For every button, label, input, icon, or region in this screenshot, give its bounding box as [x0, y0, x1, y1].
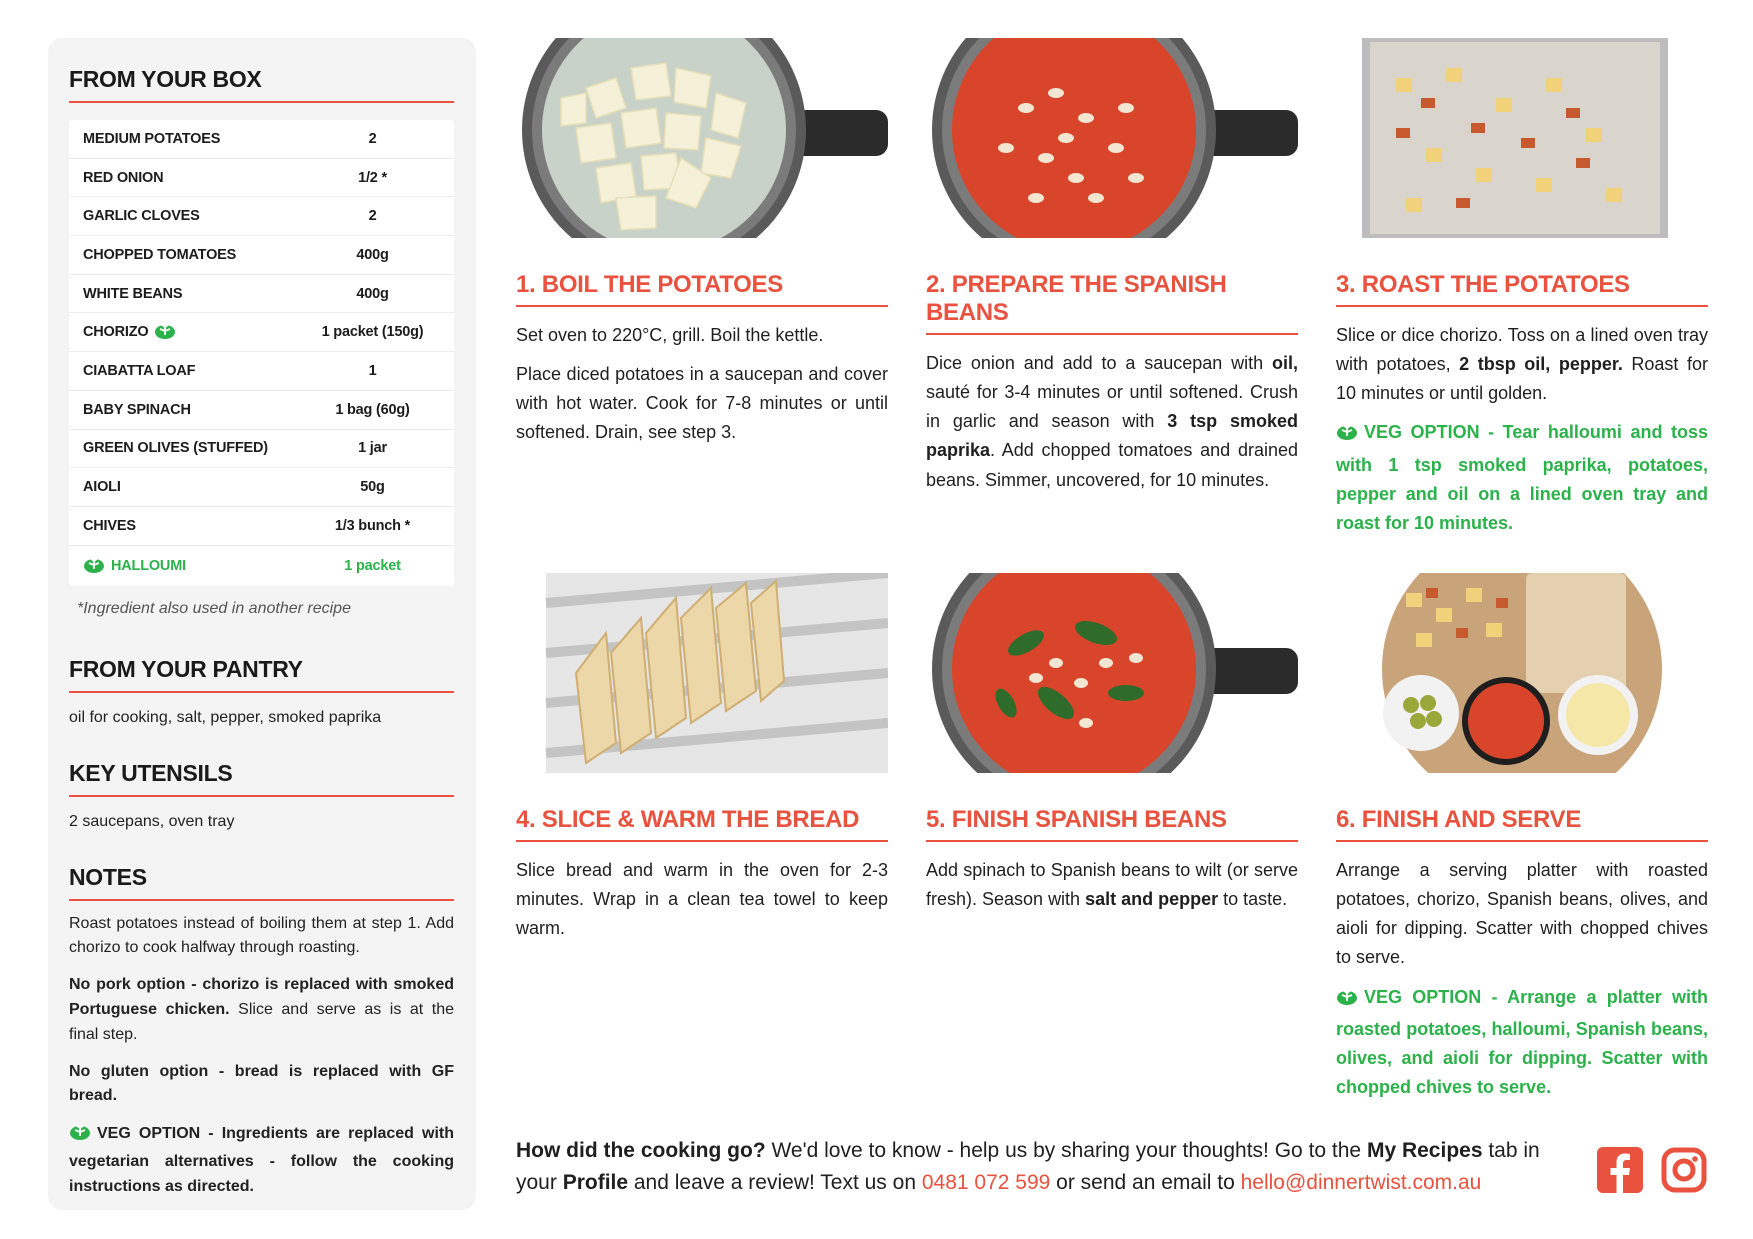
step-2-text-c: sauté for 3-4 minutes or until softened. Crush in garlic and season with — [926, 382, 1298, 432]
step-4-text: Slice bread and warm in the oven for 2-3 minutes. Wrap in a clean tea towel to keep warm. — [516, 860, 888, 939]
ingredient-qty: 400g — [356, 246, 389, 263]
ingredient-qty: 1/2 * — [358, 169, 387, 186]
step-6-body — [1336, 856, 1708, 1102]
ingredient-qty: 1 — [368, 362, 377, 379]
ingredient-name: CHOPPED TOMATOES — [83, 246, 237, 263]
step-2-text-b: oil, — [1272, 353, 1298, 373]
step-2-text-e: . Add chopped tomatoes and drained beans. Simmer, uncovered, for 10 minutes. — [926, 440, 1298, 490]
ingredient-name: GARLIC CLOVES — [83, 208, 200, 225]
footer-text-4: or send an email to — [1050, 1170, 1241, 1194]
step-3-text — [1336, 321, 1708, 408]
ingredient-name-wrap — [83, 554, 313, 578]
footer-phone-link[interactable]: 0481 072 599 — [921, 1170, 1051, 1194]
veg-swap-icon — [1336, 986, 1358, 1015]
ingredient-row — [69, 352, 454, 391]
ingredients-sidebar — [48, 38, 476, 1210]
ingredient-qty: 1 packet (150g) — [321, 324, 424, 341]
note-no-pork — [69, 973, 454, 1047]
step-6-text: Arrange a serving platter with roasted potatoes, chorizo, Spanish beans, olives, and aioli for dipping. Scatter with chopped chives to serve. — [1336, 860, 1708, 968]
footer-my-recipes: My Recipes — [1366, 1139, 1483, 1162]
footer-text-3: and leave a review! Text us on — [628, 1170, 922, 1194]
ingredient-qty: 1/3 bunch * — [334, 517, 411, 534]
utensils-text: 2 saucepans, oven tray — [69, 812, 235, 830]
step-4 — [516, 573, 888, 953]
step-6-title: 6. FINISH AND SERVE — [1336, 806, 1708, 842]
step-5-text-a: Add spinach to Spanish beans to wilt (or serve fresh). Season with — [926, 860, 1298, 910]
step-6-veg-text: VEG OPTION - Arrange a platter with roasted potatoes, halloumi, Spanish beans, olives, and aioli for dipping. Scatter with chopped chives to serve. — [1336, 986, 1708, 1098]
ingredient-row — [69, 391, 454, 430]
step-2-text-d: 3 tsp smoked paprika — [926, 411, 1298, 461]
note-no-pork-rest: Slice and serve as is at the final step. — [69, 1000, 455, 1043]
ingredient-name: MEDIUM POTATOES — [83, 130, 221, 147]
step-4-body — [516, 856, 888, 943]
step-3-title: 3. ROAST THE POTATOES — [1336, 271, 1708, 307]
step-6-photo — [1336, 573, 1708, 773]
step-5-title: 5. FINISH SPANISH BEANS — [926, 806, 1298, 842]
ingredient-name-wrap — [83, 320, 313, 344]
step-5-photo — [926, 573, 1298, 773]
step-4-title: 4. SLICE & WARM THE BREAD — [516, 806, 888, 842]
ingredient-row — [69, 430, 454, 469]
step-5 — [926, 573, 1298, 924]
note-no-gluten: No gluten option - bread is replaced with GF bread. — [69, 1062, 454, 1105]
step-3-text-a: Slice or dice chorizo. Toss on a lined oven tray with potatoes, — [1336, 325, 1708, 375]
footer-question: How did the cooking go? — [516, 1139, 766, 1162]
step-6 — [1336, 573, 1708, 1112]
footer-email-link[interactable]: hello@dinnertwist.com.au — [1240, 1170, 1482, 1194]
ingredient-qty: 2 — [368, 130, 377, 147]
step-6-veg — [1336, 983, 1708, 1103]
feedback-footer — [516, 1135, 1576, 1198]
step-5-text — [926, 856, 1298, 914]
step-3-photo — [1336, 38, 1708, 238]
notes-heading: NOTES — [69, 864, 454, 901]
note-veg-text: VEG OPTION - Ingredients are replaced with vegetarian alternatives - follow the cooking instructions as directed. — [69, 1125, 454, 1195]
ingredient-name: AIOLI — [83, 479, 121, 496]
ingredient-row — [69, 197, 454, 236]
ingredient-row — [69, 468, 454, 507]
footer-profile: Profile — [562, 1170, 629, 1194]
note-roast: Roast potatoes instead of boiling them at step 1. Add chorizo to cook halfway through roasting. — [69, 914, 454, 957]
ingredients-table — [69, 120, 454, 586]
note-veg — [69, 1121, 454, 1199]
step-1 — [516, 38, 888, 458]
ingredient-qty: 2 — [368, 208, 377, 225]
social-links — [1597, 1147, 1707, 1198]
step-2-body — [926, 349, 1298, 495]
ingredient-qty: 1 packet — [344, 557, 401, 574]
ingredient-row — [69, 275, 454, 314]
ingredient-name: CIABATTA LOAF — [83, 362, 196, 379]
veg-swap-icon — [83, 554, 105, 578]
ingredient-row — [69, 313, 454, 352]
notes-section — [69, 912, 454, 1200]
ingredient-row — [69, 159, 454, 198]
ingredient-qty: 1 bag (60g) — [335, 401, 410, 418]
step-1-body — [516, 321, 888, 448]
instagram-icon[interactable] — [1661, 1147, 1707, 1198]
footer-text-2: tab in your — [516, 1139, 1540, 1194]
step-3-text-b: 2 tbsp oil, pepper. — [1459, 354, 1623, 375]
ingredient-footnote: *Ingredient also used in another recipe — [77, 599, 351, 617]
ingredient-qty: 50g — [360, 479, 385, 496]
ingredient-qty: 400g — [356, 285, 389, 302]
veg-swap-icon — [69, 1121, 91, 1150]
veg-ingredient-row — [69, 546, 454, 586]
step-1-text-2: Place diced potatoes in a saucepan and cover with hot water. Cook for 7-8 minutes or until softened. Drain, see step 3. — [516, 364, 888, 443]
step-2 — [926, 38, 1298, 505]
step-5-body — [926, 856, 1298, 914]
ingredient-name: GREEN OLIVES (STUFFED) — [83, 440, 268, 457]
ingredient-name: CHORIZO — [83, 324, 149, 341]
ingredient-name: HALLOUMI — [111, 557, 186, 574]
from-your-box-heading: FROM YOUR BOX — [69, 66, 454, 103]
step-3 — [1336, 38, 1708, 548]
step-1-title: 1. BOIL THE POTATOES — [516, 271, 888, 307]
ingredient-name: WHITE BEANS — [83, 285, 183, 302]
ingredient-name: CHIVES — [83, 517, 136, 534]
veg-swap-icon — [1336, 421, 1358, 450]
ingredient-row — [69, 507, 454, 546]
step-3-veg-text: VEG OPTION - Tear halloumi and toss with 1 tsp smoked paprika, potatoes, pepper and oil on a lined oven tray and roast for 10 minutes. — [1336, 422, 1708, 533]
veg-swap-icon — [154, 320, 176, 344]
step-1-photo — [516, 38, 888, 238]
step-2-photo — [926, 38, 1298, 238]
step-3-body — [1336, 321, 1708, 538]
step-2-text-a: Dice onion and add to a saucepan with — [926, 353, 1272, 373]
step-3-text-c: Roast for 10 minutes or until golden. — [1336, 354, 1708, 404]
step-1-text-1: Set oven to 220°C, grill. Boil the kettle. — [516, 325, 824, 345]
from-your-pantry-heading: FROM YOUR PANTRY — [69, 656, 454, 693]
key-utensils-heading: KEY UTENSILS — [69, 760, 454, 797]
pantry-text: oil for cooking, salt, pepper, smoked paprika — [69, 708, 382, 726]
facebook-icon[interactable] — [1597, 1147, 1643, 1198]
step-2-title: 2. PREPARE THE SPANISH BEANS — [926, 271, 1298, 335]
note-no-pork-bold: No pork option - chorizo is replaced with smoked Portuguese chicken. — [69, 976, 454, 1018]
ingredient-row — [69, 120, 454, 159]
step-5-text-b: salt and pepper — [1085, 889, 1219, 910]
footer-text-1: We'd love to know - help us by sharing your thoughts! Go to the — [765, 1139, 1367, 1162]
ingredient-name: RED ONION — [83, 169, 164, 186]
ingredient-name: BABY SPINACH — [83, 401, 191, 418]
step-5-text-c: to taste. — [1218, 889, 1288, 910]
ingredient-row — [69, 236, 454, 275]
ingredient-qty: 1 jar — [358, 440, 387, 457]
step-4-photo — [516, 573, 888, 773]
step-3-veg — [1336, 418, 1708, 538]
step-2-text — [926, 349, 1298, 495]
